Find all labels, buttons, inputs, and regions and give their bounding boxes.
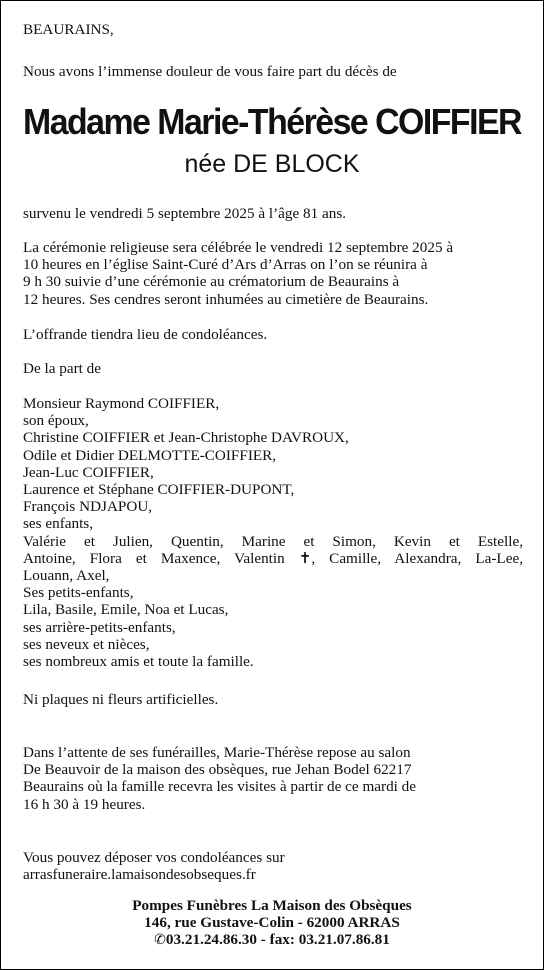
family-line: Jean-Luc COIFFIER, xyxy=(23,463,154,481)
visitation-line: De Beauvoir de la maison des obsèques, rue Jehan Bodel 62217 xyxy=(23,761,412,779)
visitation-line: Beaurains où la famille recevra les visites à partir de ce mardi de xyxy=(23,778,417,796)
family-line: Ses petits-enfants, xyxy=(23,584,134,602)
phone-fax-numbers: 03.21.24.86.30 - fax: 03.21.07.86.81 xyxy=(165,931,390,949)
family-list xyxy=(23,395,523,670)
maiden-name: née DE BLOCK xyxy=(184,150,360,178)
family-line: ses enfants, xyxy=(23,515,94,533)
family-line: Monsieur Raymond COIFFIER, xyxy=(23,395,220,412)
no-flowers-text: Ni plaques ni fleurs artificielles. xyxy=(23,691,219,708)
ceremony-paragraph xyxy=(23,239,523,308)
funeral-home-name: Pompes Funèbres La Maison des Obsèques xyxy=(132,897,412,914)
grandchildren-line: Valérie et Julien, Quentin, Marine et Simon, Kevin et Estelle, xyxy=(23,532,523,550)
family-line: ses nombreux amis et toute la famille. xyxy=(23,653,254,671)
family-line: Louann, Axel, xyxy=(23,567,110,585)
visitation-line: 16 h 30 à 19 heures. xyxy=(23,795,146,813)
family-line: ses neveux et nièces, xyxy=(23,635,150,653)
funeral-home-footer xyxy=(1,897,543,950)
ceremony-line: 10 heures en l’église Saint-Curé d’Ars d’Arras on l’on se réunira à xyxy=(23,256,428,274)
funeral-home-contact xyxy=(1,931,543,949)
grandchildren-text: , Camille, Alexandra, La-Lee, xyxy=(311,549,523,567)
death-notice: survenu le vendredi 5 septembre 2025 à l’âge 81 ans. xyxy=(23,205,347,222)
grandchildren-text: Antoine, Flora et Maxence, Valentin xyxy=(23,549,285,567)
family-line: ses arrière-petits-enfants, xyxy=(23,618,176,636)
place-heading: BEAURAINS, xyxy=(23,21,114,38)
ceremony-line: La cérémonie religieuse sera célébrée le vendredi 12 septembre 2025 à xyxy=(23,239,454,256)
condolences-paragraph xyxy=(23,849,523,883)
ceremony-line: 12 heures. Ses cendres seront inhumées au cimetière de Beaurains. xyxy=(23,290,429,308)
funeral-home-address: 146, rue Gustave-Colin - 62000 ARRAS xyxy=(144,914,400,932)
family-line: François NDJAPOU, xyxy=(23,498,153,516)
family-line: Lila, Basile, Emile, Noa et Lucas, xyxy=(23,601,229,619)
family-line: Odile et Didier DELMOTTE-COIFFIER, xyxy=(23,446,277,464)
grandchildren-line-with-cross xyxy=(23,550,523,567)
condolences-url: arrasfuneraire.lamaisondesobseques.fr xyxy=(23,866,256,884)
family-line: Christine COIFFIER et Jean-Christophe DAVROUX, xyxy=(23,429,349,447)
deceased-name: Madame Marie-Thérèse COIFFIER xyxy=(23,101,521,142)
family-line: Laurence et Stéphane COIFFIER-DUPONT, xyxy=(23,481,295,499)
phone-icon: ✆ xyxy=(154,932,166,949)
offering-text: L’offrande tiendra lieu de condoléances. xyxy=(23,326,268,343)
visitation-line: Dans l’attente de ses funérailles, Marie-Thérèse repose au salon xyxy=(23,744,411,761)
cross-icon: ✝ xyxy=(298,548,312,567)
intro-text: Nous avons l’immense douleur de vous faire part du décès de xyxy=(23,63,397,80)
visitation-paragraph xyxy=(23,744,523,813)
from-label: De la part de xyxy=(23,360,102,377)
family-line: son époux, xyxy=(23,412,89,430)
ceremony-line: 9 h 30 suivie d’une cérémonie au crématorium de Beaurains à xyxy=(23,273,400,291)
condolences-line: Vous pouvez déposer vos condoléances sur xyxy=(23,849,285,866)
